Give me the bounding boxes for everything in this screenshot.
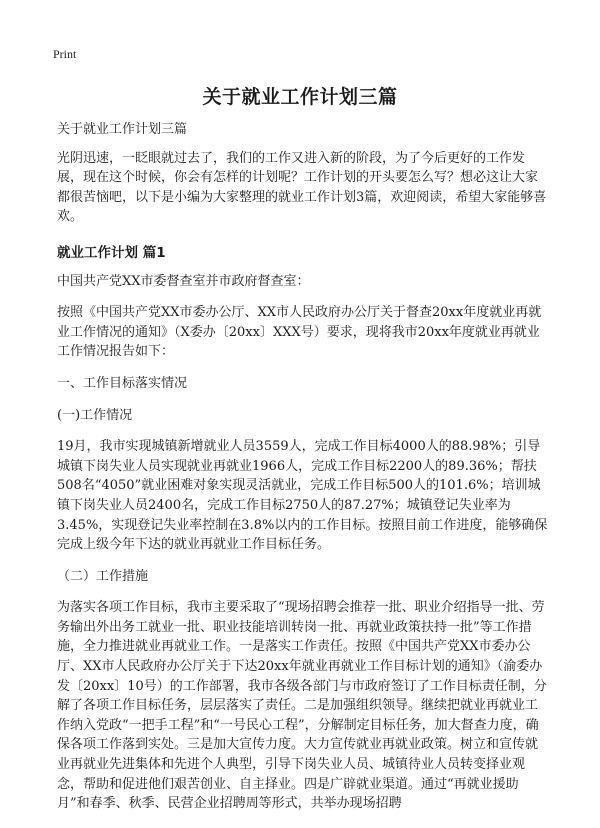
paragraph-report-intro: 按照《中国共产党XX市委办公厅、XX市人民政府办公厅关于督查20xx年度就业再就业工作情况的通知》（X委办〔20xx〕XXX号）要求，现将我市20xx年度就业再就业工作情况报告如下：: [57, 305, 542, 360]
intro-paragraph: 光阴迅速，一眨眼就过去了，我们的工作又进入新的阶段，为了今后更好的工作发展，现在这个时候，你会有怎样的计划呢？工作计划的开头要怎么写？想必这让大家都很苦恼吧，以下是小编为大家整理的就业工作计划3篇，欢迎阅读，希望大家能够喜欢。: [57, 150, 547, 225]
document-subtitle: 关于就业工作计划三篇: [57, 122, 188, 137]
paragraph-work-status: 19月，我市实现城镇新增就业人员3559人，完成工作目标4000人的88.98%；引导城镇下岗失业人员实现就业再就业1966人，完成工作目标2200人的89.36%；帮扶508名“4050”就业困难对象实现灵活就业，完成工作目标500人的101.6%；培训城镇下岗失业人员2400名，完成工作目标2750人的87.27%；城镇登记失业率为3.45%，实现登记失业率控制在3.8%以内的工作目标。按照目前工作进度，能够确保完成上级今年下达的就业再就业工作目标任务。: [57, 439, 548, 553]
heading-work-measures: （二）工作措施: [57, 568, 149, 584]
document-body: [57, 120, 549, 814]
section-heading: 就业工作计划 篇1: [57, 244, 166, 261]
paragraph-work-measures: 为落实各项工作目标，我市主要采取了“现场招聘会推荐一批、职业介绍指导一批、劳务输出外出务工就业一批、职业技能培训转岗一批、再就业政策扶持一批”等工作措施，全力推进就业再就业工作。一是落实工作责任。按照《中国共产党XX市委办公厅、XX市人民政府办公厅关于下达20xx年就业再就业工作目标计划的通知》（渝委办发〔20xx〕10号）的工作部署，我市各级各部门与市政府签订了工作目标责任制，分解了各项工作目标任务，层层落实了责任。二是加强组织领导。继续把就业再就业工作纳入党政“一把手工程”和“一号民心工程”，分解制定目标任务，加大督查力度，确保各项工作落到实处。三是加大宣传力度。大力宣传就业再就业政策。树立和宣传就业再就业先进集体和先进个人典型，引导下岗失业人员、城镇待业人员转变择业观念，帮助和促进他们艰苦创业、自主择业。四是广辟就业渠道。通过“再就业援助月”和春季、秋季、民营企业招聘周等形式，共举办现场招聘: [57, 600, 547, 812]
heading-work-status: (一)工作情况: [57, 407, 133, 423]
heading-goals: 一、工作目标落实情况: [57, 375, 188, 391]
addressee-line: 中国共产党XX市委督查室并市政府督查室：: [57, 273, 310, 289]
print-link[interactable]: Print: [53, 47, 77, 61]
page-title: 关于就业工作计划三篇: [202, 86, 398, 108]
